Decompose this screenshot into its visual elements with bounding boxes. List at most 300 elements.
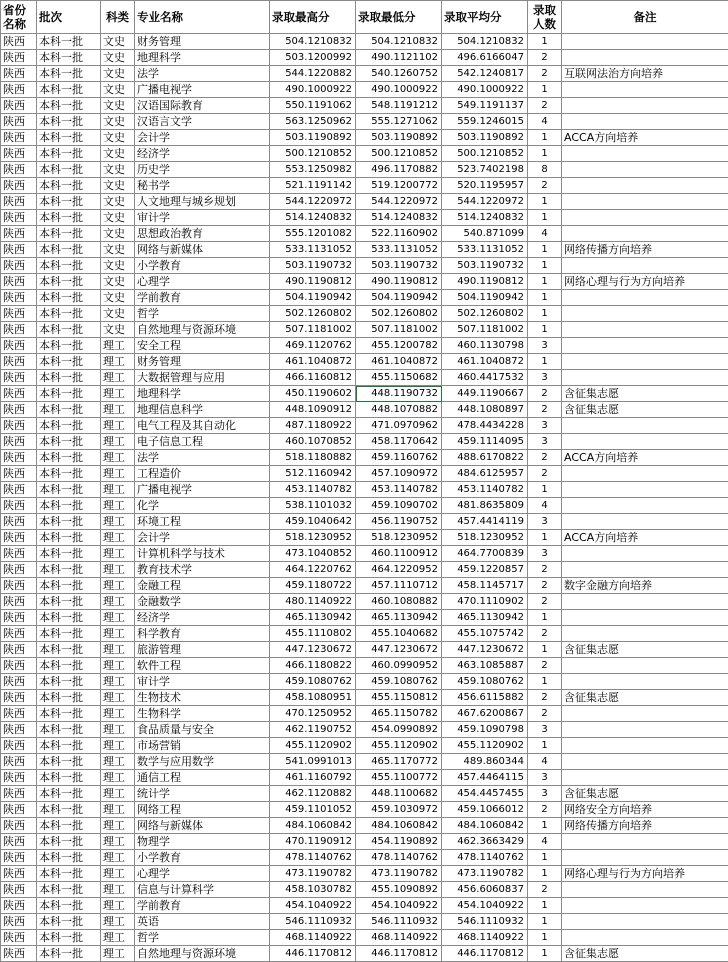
cell-count[interactable]: 2 <box>528 882 562 898</box>
cell-major[interactable]: 安全工程 <box>135 338 270 354</box>
cell-subject[interactable]: 理工 <box>101 594 135 610</box>
cell-batch[interactable]: 本科一批 <box>37 258 101 274</box>
cell-batch[interactable]: 本科一批 <box>37 194 101 210</box>
cell-max-score[interactable]: 502.1260802 <box>270 306 356 322</box>
cell-province[interactable]: 陕西 <box>1 706 37 722</box>
cell-major[interactable]: 大数据管理与应用 <box>135 370 270 386</box>
cell-subject[interactable]: 理工 <box>101 914 135 930</box>
cell-count[interactable]: 1 <box>528 82 562 98</box>
cell-note[interactable] <box>562 434 728 450</box>
cell-province[interactable]: 陕西 <box>1 98 37 114</box>
cell-min-score[interactable]: 490.1190812 <box>356 274 442 290</box>
cell-subject[interactable]: 理工 <box>101 642 135 658</box>
cell-avg-score[interactable]: 456.6060837 <box>442 882 528 898</box>
cell-min-score[interactable]: 468.1140922 <box>356 930 442 946</box>
header-major[interactable]: 专业名称 <box>135 1 270 34</box>
cell-province[interactable]: 陕西 <box>1 850 37 866</box>
cell-avg-score[interactable]: 503.1190892 <box>442 130 528 146</box>
cell-max-score[interactable]: 464.1220762 <box>270 562 356 578</box>
cell-batch[interactable]: 本科一批 <box>37 178 101 194</box>
cell-note[interactable] <box>562 722 728 738</box>
cell-note[interactable]: 网络传播方向培养 <box>562 818 728 834</box>
cell-note[interactable]: 含征集志愿 <box>562 946 728 962</box>
cell-major[interactable]: 金融数学 <box>135 594 270 610</box>
cell-count[interactable]: 3 <box>528 514 562 530</box>
cell-avg-score[interactable]: 470.1110902 <box>442 594 528 610</box>
cell-batch[interactable]: 本科一批 <box>37 946 101 962</box>
cell-max-score[interactable]: 459.1080762 <box>270 674 356 690</box>
cell-province[interactable]: 陕西 <box>1 450 37 466</box>
cell-min-score[interactable]: 465.1150782 <box>356 706 442 722</box>
cell-min-score[interactable]: 454.0990892 <box>356 722 442 738</box>
cell-province[interactable]: 陕西 <box>1 146 37 162</box>
cell-province[interactable]: 陕西 <box>1 242 37 258</box>
cell-max-score[interactable]: 447.1230672 <box>270 642 356 658</box>
cell-max-score[interactable]: 466.1160812 <box>270 370 356 386</box>
cell-avg-score[interactable]: 488.6170822 <box>442 450 528 466</box>
cell-province[interactable]: 陕西 <box>1 498 37 514</box>
cell-province[interactable]: 陕西 <box>1 530 37 546</box>
cell-max-score[interactable]: 490.1000922 <box>270 82 356 98</box>
cell-max-score[interactable]: 468.1140922 <box>270 930 356 946</box>
cell-min-score[interactable]: 478.1140762 <box>356 850 442 866</box>
cell-batch[interactable]: 本科一批 <box>37 290 101 306</box>
cell-min-score[interactable]: 455.1120902 <box>356 738 442 754</box>
cell-major[interactable]: 金融工程 <box>135 578 270 594</box>
cell-avg-score[interactable]: 449.1190667 <box>442 386 528 402</box>
cell-count[interactable]: 2 <box>528 802 562 818</box>
cell-subject[interactable]: 文史 <box>101 178 135 194</box>
cell-avg-score[interactable]: 463.1085887 <box>442 658 528 674</box>
cell-min-score[interactable]: 546.1110932 <box>356 914 442 930</box>
cell-major[interactable]: 审计学 <box>135 674 270 690</box>
cell-subject[interactable]: 理工 <box>101 546 135 562</box>
cell-count[interactable]: 1 <box>528 322 562 338</box>
cell-province[interactable]: 陕西 <box>1 882 37 898</box>
cell-major[interactable]: 自然地理与资源环境 <box>135 322 270 338</box>
cell-subject[interactable]: 文史 <box>101 210 135 226</box>
header-max-score[interactable]: 录取最高分 <box>270 1 356 34</box>
cell-subject[interactable]: 文史 <box>101 290 135 306</box>
cell-note[interactable] <box>562 562 728 578</box>
cell-min-score[interactable]: 490.1000922 <box>356 82 442 98</box>
cell-min-score[interactable]: 514.1240832 <box>356 210 442 226</box>
cell-max-score[interactable]: 461.1040872 <box>270 354 356 370</box>
cell-batch[interactable]: 本科一批 <box>37 82 101 98</box>
cell-major[interactable]: 审计学 <box>135 210 270 226</box>
cell-count[interactable]: 2 <box>528 658 562 674</box>
cell-province[interactable]: 陕西 <box>1 82 37 98</box>
cell-count[interactable]: 1 <box>528 258 562 274</box>
cell-note[interactable]: 网络心理与行为方向培养 <box>562 274 728 290</box>
cell-province[interactable]: 陕西 <box>1 274 37 290</box>
cell-province[interactable]: 陕西 <box>1 114 37 130</box>
cell-subject[interactable]: 文史 <box>101 322 135 338</box>
cell-province[interactable]: 陕西 <box>1 466 37 482</box>
cell-subject[interactable]: 理工 <box>101 786 135 802</box>
cell-subject[interactable]: 文史 <box>101 274 135 290</box>
cell-avg-score[interactable]: 489.860344 <box>442 754 528 770</box>
cell-note[interactable] <box>562 194 728 210</box>
cell-province[interactable]: 陕西 <box>1 418 37 434</box>
cell-max-score[interactable]: 473.1190782 <box>270 866 356 882</box>
cell-max-score[interactable]: 454.1040922 <box>270 898 356 914</box>
cell-count[interactable]: 2 <box>528 578 562 594</box>
cell-avg-score[interactable]: 460.4417532 <box>442 370 528 386</box>
cell-count[interactable]: 2 <box>528 594 562 610</box>
cell-min-score[interactable]: 465.1130942 <box>356 610 442 626</box>
cell-note[interactable] <box>562 370 728 386</box>
cell-major[interactable]: 哲学 <box>135 306 270 322</box>
cell-province[interactable]: 陕西 <box>1 34 37 50</box>
cell-min-score[interactable]: 533.1131052 <box>356 242 442 258</box>
cell-avg-score[interactable]: 502.1260802 <box>442 306 528 322</box>
cell-note[interactable] <box>562 658 728 674</box>
cell-count[interactable]: 2 <box>528 66 562 82</box>
cell-count[interactable]: 2 <box>528 50 562 66</box>
cell-province[interactable]: 陕西 <box>1 802 37 818</box>
cell-max-score[interactable]: 504.1190942 <box>270 290 356 306</box>
cell-min-score[interactable]: 448.1190732 <box>356 386 442 402</box>
cell-max-score[interactable]: 470.1190912 <box>270 834 356 850</box>
cell-avg-score[interactable]: 496.6166047 <box>442 50 528 66</box>
cell-count[interactable]: 1 <box>528 930 562 946</box>
cell-min-score[interactable]: 455.1040682 <box>356 626 442 642</box>
cell-min-score[interactable]: 502.1260802 <box>356 306 442 322</box>
cell-count[interactable]: 1 <box>528 146 562 162</box>
cell-note[interactable] <box>562 50 728 66</box>
cell-max-score[interactable]: 448.1090912 <box>270 402 356 418</box>
cell-note[interactable] <box>562 306 728 322</box>
cell-subject[interactable]: 文史 <box>101 34 135 50</box>
cell-avg-score[interactable]: 459.1080762 <box>442 674 528 690</box>
cell-subject[interactable]: 文史 <box>101 82 135 98</box>
cell-count[interactable]: 1 <box>528 866 562 882</box>
cell-subject[interactable]: 理工 <box>101 770 135 786</box>
cell-count[interactable]: 3 <box>528 370 562 386</box>
cell-max-score[interactable]: 462.1190752 <box>270 722 356 738</box>
cell-major[interactable]: 软件工程 <box>135 658 270 674</box>
cell-count[interactable]: 1 <box>528 738 562 754</box>
cell-count[interactable]: 1 <box>528 274 562 290</box>
cell-note[interactable] <box>562 466 728 482</box>
cell-batch[interactable]: 本科一批 <box>37 466 101 482</box>
cell-note[interactable] <box>562 898 728 914</box>
cell-province[interactable]: 陕西 <box>1 546 37 562</box>
cell-note[interactable] <box>562 338 728 354</box>
cell-subject[interactable]: 文史 <box>101 306 135 322</box>
cell-note[interactable] <box>562 514 728 530</box>
cell-province[interactable]: 陕西 <box>1 306 37 322</box>
cell-subject[interactable]: 文史 <box>101 242 135 258</box>
cell-province[interactable]: 陕西 <box>1 194 37 210</box>
cell-subject[interactable]: 理工 <box>101 738 135 754</box>
cell-major[interactable]: 电子信息工程 <box>135 434 270 450</box>
cell-subject[interactable]: 理工 <box>101 706 135 722</box>
cell-province[interactable]: 陕西 <box>1 754 37 770</box>
cell-avg-score[interactable]: 454.1040922 <box>442 898 528 914</box>
cell-min-score[interactable]: 544.1220972 <box>356 194 442 210</box>
cell-count[interactable]: 4 <box>528 226 562 242</box>
cell-note[interactable]: ACCA方向培养 <box>562 130 728 146</box>
cell-avg-score[interactable]: 518.1230952 <box>442 530 528 546</box>
cell-batch[interactable]: 本科一批 <box>37 146 101 162</box>
cell-batch[interactable]: 本科一批 <box>37 898 101 914</box>
cell-note[interactable] <box>562 546 728 562</box>
cell-avg-score[interactable]: 533.1131052 <box>442 242 528 258</box>
cell-province[interactable]: 陕西 <box>1 482 37 498</box>
cell-note[interactable] <box>562 258 728 274</box>
header-min-score[interactable]: 录取最低分 <box>356 1 442 34</box>
cell-subject[interactable]: 理工 <box>101 354 135 370</box>
cell-batch[interactable]: 本科一批 <box>37 162 101 178</box>
cell-max-score[interactable]: 458.1080951 <box>270 690 356 706</box>
cell-count[interactable]: 1 <box>528 130 562 146</box>
cell-major[interactable]: 化学 <box>135 498 270 514</box>
cell-count[interactable]: 3 <box>528 770 562 786</box>
cell-count[interactable]: 2 <box>528 562 562 578</box>
cell-avg-score[interactable]: 446.1170812 <box>442 946 528 962</box>
cell-count[interactable]: 1 <box>528 354 562 370</box>
cell-avg-score[interactable]: 514.1240832 <box>442 210 528 226</box>
cell-province[interactable]: 陕西 <box>1 178 37 194</box>
cell-batch[interactable]: 本科一批 <box>37 354 101 370</box>
cell-avg-score[interactable]: 484.6125957 <box>442 466 528 482</box>
cell-count[interactable]: 4 <box>528 834 562 850</box>
cell-batch[interactable]: 本科一批 <box>37 418 101 434</box>
cell-avg-score[interactable]: 549.1191137 <box>442 98 528 114</box>
cell-province[interactable]: 陕西 <box>1 370 37 386</box>
cell-province[interactable]: 陕西 <box>1 322 37 338</box>
cell-province[interactable]: 陕西 <box>1 594 37 610</box>
cell-min-score[interactable]: 522.1160902 <box>356 226 442 242</box>
cell-max-score[interactable]: 503.1190892 <box>270 130 356 146</box>
cell-province[interactable]: 陕西 <box>1 930 37 946</box>
cell-subject[interactable]: 理工 <box>101 818 135 834</box>
cell-max-score[interactable]: 514.1240832 <box>270 210 356 226</box>
cell-province[interactable]: 陕西 <box>1 434 37 450</box>
header-avg-score[interactable]: 录取平均分 <box>442 1 528 34</box>
cell-subject[interactable]: 理工 <box>101 450 135 466</box>
cell-province[interactable]: 陕西 <box>1 162 37 178</box>
cell-batch[interactable]: 本科一批 <box>37 706 101 722</box>
cell-major[interactable]: 小学教育 <box>135 258 270 274</box>
cell-count[interactable]: 2 <box>528 178 562 194</box>
cell-min-score[interactable]: 503.1190892 <box>356 130 442 146</box>
cell-count[interactable]: 2 <box>528 466 562 482</box>
cell-min-score[interactable]: 490.1121102 <box>356 50 442 66</box>
cell-avg-score[interactable]: 464.7700839 <box>442 546 528 562</box>
cell-count[interactable]: 1 <box>528 898 562 914</box>
cell-batch[interactable]: 本科一批 <box>37 434 101 450</box>
cell-major[interactable]: 秘书学 <box>135 178 270 194</box>
cell-max-score[interactable]: 503.1190732 <box>270 258 356 274</box>
cell-min-score[interactable]: 519.1200772 <box>356 178 442 194</box>
cell-max-score[interactable]: 453.1140782 <box>270 482 356 498</box>
cell-batch[interactable]: 本科一批 <box>37 66 101 82</box>
cell-major[interactable]: 历史学 <box>135 162 270 178</box>
cell-province[interactable]: 陕西 <box>1 818 37 834</box>
cell-batch[interactable]: 本科一批 <box>37 722 101 738</box>
cell-subject[interactable]: 理工 <box>101 514 135 530</box>
cell-major[interactable]: 会计学 <box>135 130 270 146</box>
cell-min-score[interactable]: 459.1090702 <box>356 498 442 514</box>
cell-min-score[interactable]: 459.1080762 <box>356 674 442 690</box>
cell-major[interactable]: 网络与新媒体 <box>135 818 270 834</box>
cell-batch[interactable]: 本科一批 <box>37 274 101 290</box>
cell-min-score[interactable]: 454.1190892 <box>356 834 442 850</box>
cell-avg-score[interactable]: 454.4457455 <box>442 786 528 802</box>
cell-max-score[interactable]: 465.1130942 <box>270 610 356 626</box>
cell-min-score[interactable]: 455.1150682 <box>356 370 442 386</box>
cell-avg-score[interactable]: 462.3663429 <box>442 834 528 850</box>
cell-province[interactable]: 陕西 <box>1 738 37 754</box>
cell-note[interactable] <box>562 674 728 690</box>
cell-batch[interactable]: 本科一批 <box>37 210 101 226</box>
cell-count[interactable]: 2 <box>528 690 562 706</box>
cell-count[interactable]: 4 <box>528 114 562 130</box>
cell-province[interactable]: 陕西 <box>1 786 37 802</box>
header-count[interactable]: 录取人数 <box>528 1 562 34</box>
cell-count[interactable]: 3 <box>528 418 562 434</box>
cell-major[interactable]: 市场营销 <box>135 738 270 754</box>
cell-subject[interactable]: 理工 <box>101 898 135 914</box>
cell-subject[interactable]: 理工 <box>101 626 135 642</box>
cell-subject[interactable]: 文史 <box>101 146 135 162</box>
cell-max-score[interactable]: 459.1040642 <box>270 514 356 530</box>
cell-count[interactable]: 2 <box>528 402 562 418</box>
cell-note[interactable] <box>562 178 728 194</box>
cell-count[interactable]: 1 <box>528 642 562 658</box>
cell-note[interactable] <box>562 34 728 50</box>
cell-major[interactable]: 汉语国际教育 <box>135 98 270 114</box>
cell-note[interactable]: 含征集志愿 <box>562 786 728 802</box>
cell-batch[interactable]: 本科一批 <box>37 226 101 242</box>
cell-min-score[interactable]: 446.1170812 <box>356 946 442 962</box>
cell-min-score[interactable]: 448.1100682 <box>356 786 442 802</box>
cell-province[interactable]: 陕西 <box>1 258 37 274</box>
cell-major[interactable]: 汉语言文学 <box>135 114 270 130</box>
cell-min-score[interactable]: 460.0990952 <box>356 658 442 674</box>
cell-province[interactable]: 陕西 <box>1 66 37 82</box>
cell-avg-score[interactable]: 546.1110932 <box>442 914 528 930</box>
cell-count[interactable]: 3 <box>528 338 562 354</box>
cell-province[interactable]: 陕西 <box>1 226 37 242</box>
cell-note[interactable]: 含征集志愿 <box>562 642 728 658</box>
cell-min-score[interactable]: 455.1100772 <box>356 770 442 786</box>
cell-count[interactable]: 2 <box>528 98 562 114</box>
cell-batch[interactable]: 本科一批 <box>37 514 101 530</box>
cell-note[interactable]: 网络安全方向培养 <box>562 802 728 818</box>
cell-avg-score[interactable]: 455.1120902 <box>442 738 528 754</box>
cell-max-score[interactable]: 563.1250962 <box>270 114 356 130</box>
cell-avg-score[interactable]: 461.1040872 <box>442 354 528 370</box>
cell-max-score[interactable]: 446.1170812 <box>270 946 356 962</box>
cell-note[interactable] <box>562 114 728 130</box>
cell-subject[interactable]: 理工 <box>101 850 135 866</box>
cell-major[interactable]: 心理学 <box>135 274 270 290</box>
cell-province[interactable]: 陕西 <box>1 50 37 66</box>
cell-min-score[interactable]: 455.1200782 <box>356 338 442 354</box>
cell-avg-score[interactable]: 542.1240817 <box>442 66 528 82</box>
cell-major[interactable]: 经济学 <box>135 610 270 626</box>
cell-max-score[interactable]: 490.1190812 <box>270 274 356 290</box>
cell-subject[interactable]: 文史 <box>101 162 135 178</box>
cell-note[interactable]: 互联网法治方向培养 <box>562 66 728 82</box>
cell-note[interactable] <box>562 850 728 866</box>
cell-subject[interactable]: 文史 <box>101 194 135 210</box>
cell-province[interactable]: 陕西 <box>1 290 37 306</box>
cell-count[interactable]: 1 <box>528 290 562 306</box>
cell-note[interactable] <box>562 594 728 610</box>
cell-subject[interactable]: 理工 <box>101 754 135 770</box>
cell-max-score[interactable]: 507.1181002 <box>270 322 356 338</box>
header-batch[interactable]: 批次 <box>37 1 101 34</box>
cell-batch[interactable]: 本科一批 <box>37 402 101 418</box>
cell-batch[interactable]: 本科一批 <box>37 850 101 866</box>
cell-batch[interactable]: 本科一批 <box>37 754 101 770</box>
cell-min-score[interactable]: 500.1210852 <box>356 146 442 162</box>
cell-province[interactable]: 陕西 <box>1 674 37 690</box>
cell-max-score[interactable]: 450.1190602 <box>270 386 356 402</box>
cell-subject[interactable]: 理工 <box>101 930 135 946</box>
cell-avg-score[interactable]: 523.7402198 <box>442 162 528 178</box>
cell-min-score[interactable]: 503.1190732 <box>356 258 442 274</box>
cell-major[interactable]: 科学教育 <box>135 626 270 642</box>
cell-major[interactable]: 广播电视学 <box>135 482 270 498</box>
cell-major[interactable]: 学前教育 <box>135 898 270 914</box>
cell-subject[interactable]: 理工 <box>101 882 135 898</box>
cell-count[interactable]: 3 <box>528 546 562 562</box>
cell-min-score[interactable]: 465.1170772 <box>356 754 442 770</box>
cell-min-score[interactable]: 457.1090972 <box>356 466 442 482</box>
cell-province[interactable]: 陕西 <box>1 514 37 530</box>
cell-min-score[interactable]: 459.1160762 <box>356 450 442 466</box>
cell-max-score[interactable]: 469.1120762 <box>270 338 356 354</box>
cell-avg-score[interactable]: 503.1190732 <box>442 258 528 274</box>
cell-min-score[interactable]: 460.1100912 <box>356 546 442 562</box>
cell-subject[interactable]: 理工 <box>101 434 135 450</box>
cell-note[interactable] <box>562 418 728 434</box>
cell-province[interactable]: 陕西 <box>1 130 37 146</box>
cell-subject[interactable]: 文史 <box>101 130 135 146</box>
cell-batch[interactable]: 本科一批 <box>37 914 101 930</box>
header-subject[interactable]: 科类 <box>101 1 135 34</box>
cell-avg-score[interactable]: 490.1190812 <box>442 274 528 290</box>
cell-province[interactable]: 陕西 <box>1 658 37 674</box>
cell-province[interactable]: 陕西 <box>1 866 37 882</box>
cell-province[interactable]: 陕西 <box>1 210 37 226</box>
cell-batch[interactable]: 本科一批 <box>37 546 101 562</box>
cell-note[interactable] <box>562 914 728 930</box>
cell-province[interactable]: 陕西 <box>1 626 37 642</box>
cell-batch[interactable]: 本科一批 <box>37 114 101 130</box>
cell-min-score[interactable]: 504.1210832 <box>356 34 442 50</box>
cell-province[interactable]: 陕西 <box>1 690 37 706</box>
cell-count[interactable]: 3 <box>528 722 562 738</box>
cell-province[interactable]: 陕西 <box>1 722 37 738</box>
cell-major[interactable]: 财务管理 <box>135 354 270 370</box>
cell-major[interactable]: 物理学 <box>135 834 270 850</box>
cell-max-score[interactable]: 480.1140922 <box>270 594 356 610</box>
cell-note[interactable]: 含征集志愿 <box>562 402 728 418</box>
cell-batch[interactable]: 本科一批 <box>37 674 101 690</box>
cell-max-score[interactable]: 473.1040852 <box>270 546 356 562</box>
cell-avg-score[interactable]: 459.1114095 <box>442 434 528 450</box>
cell-subject[interactable]: 理工 <box>101 338 135 354</box>
cell-subject[interactable]: 理工 <box>101 466 135 482</box>
cell-min-score[interactable]: 456.1190752 <box>356 514 442 530</box>
